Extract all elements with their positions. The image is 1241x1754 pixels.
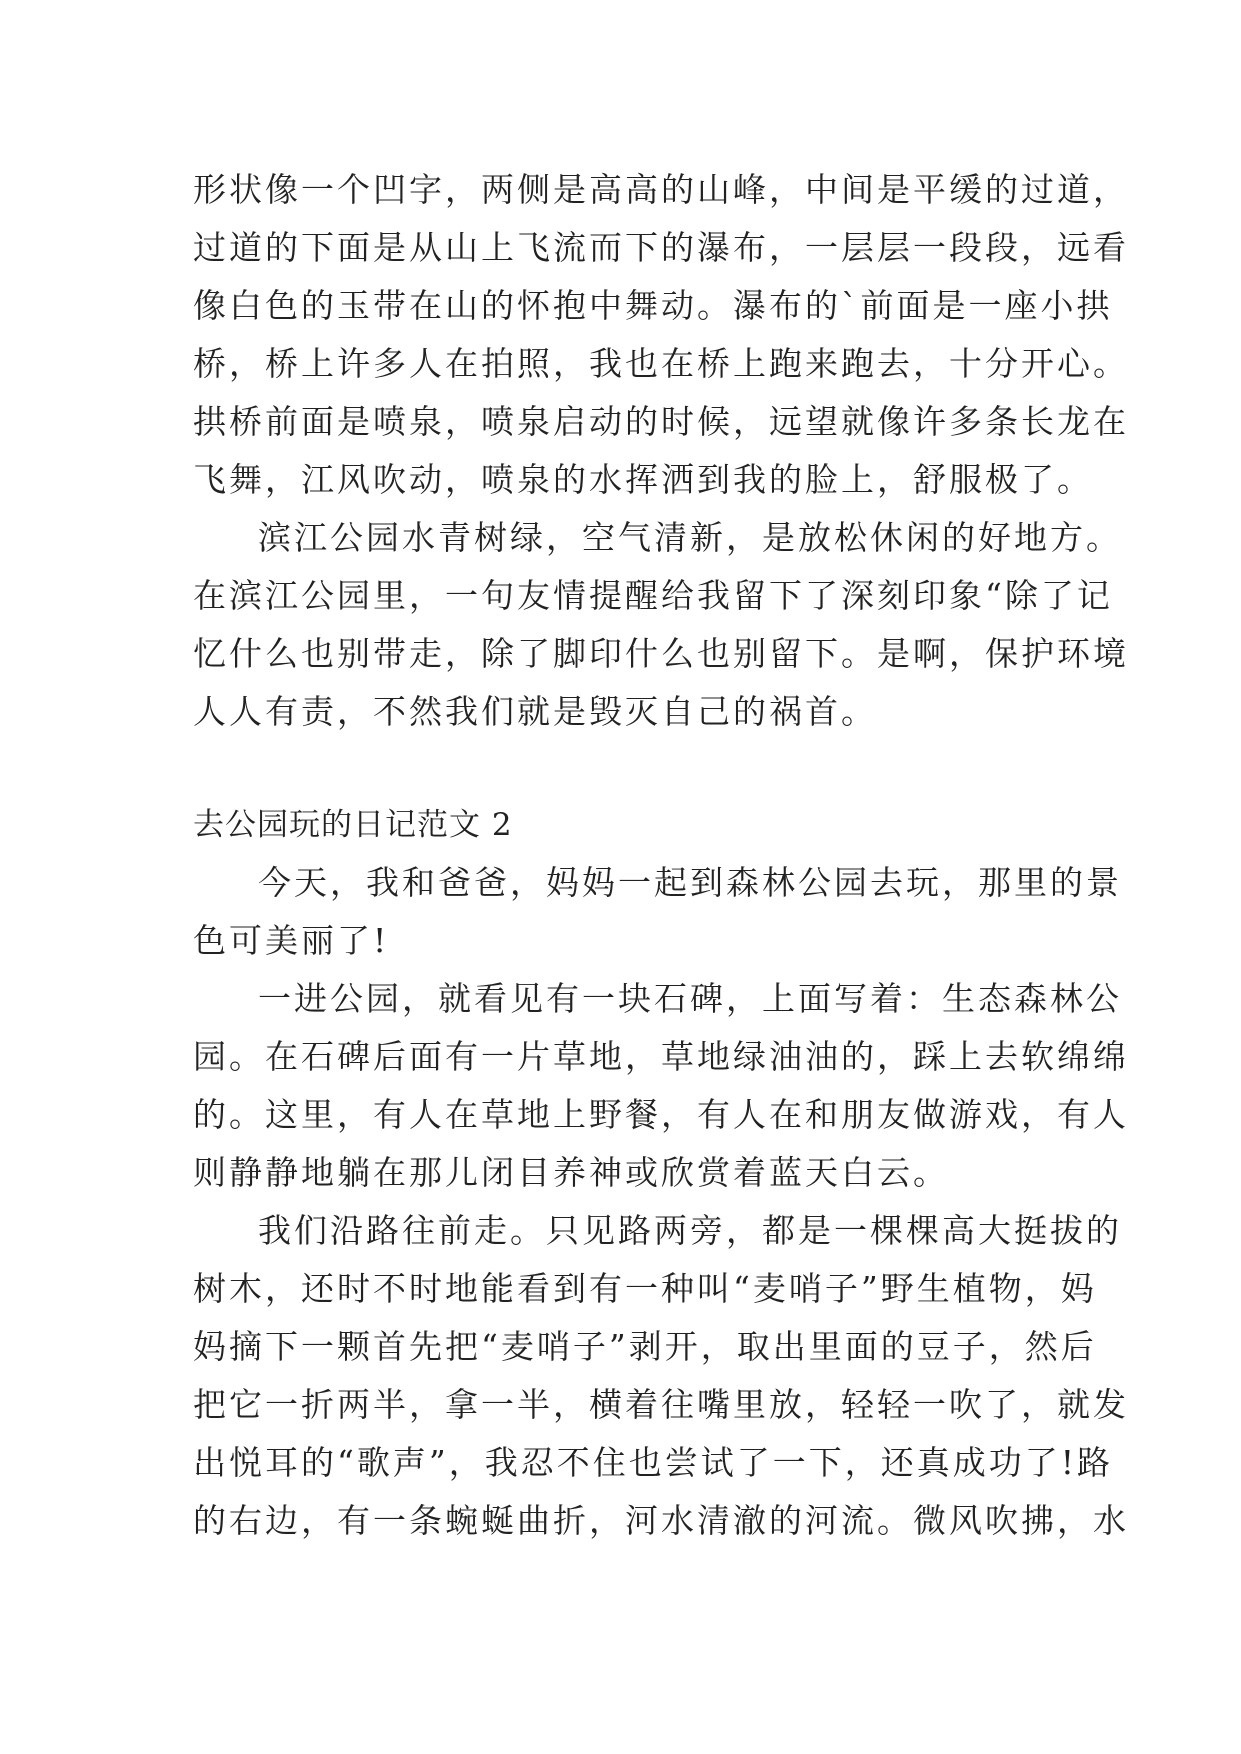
text-line: 在滨江公园里，一句友情提醒给我留下了深刻印象“除了记 bbox=[193, 576, 1113, 615]
text-line: 滨江公园水青树绿，空气清新，是放松休闲的好地方。 bbox=[258, 518, 1122, 557]
text-line: 桥，桥上许多人在拍照，我也在桥上跑来跑去，十分开心。 bbox=[193, 344, 1129, 383]
text-line: 过道的下面是从山上飞流而下的瀑布，一层层一段段，远看 bbox=[193, 228, 1129, 267]
text-line: 妈摘下一颗首先把“麦哨子”剥开，取出里面的豆子，然后 bbox=[193, 1327, 1097, 1366]
text-line: 园。在石碑后面有一片草地，草地绿油油的，踩上去软绵绵 bbox=[193, 1037, 1129, 1076]
text-line: 树木，还时不时地能看到有一种叫“麦哨子”野生植物，妈 bbox=[193, 1269, 1097, 1308]
text-line: 色可美丽了! bbox=[193, 921, 390, 960]
text-line: 像白色的玉带在山的怀抱中舞动。瀑布的`前面是一座小拱 bbox=[193, 286, 1113, 325]
section-heading: 去公园玩的日记范文 2 bbox=[193, 807, 513, 843]
text-line: 出悦耳的“歌声”，我忍不住也尝试了一下，还真成功了!路 bbox=[193, 1443, 1114, 1482]
text-line: 今天，我和爸爸，妈妈一起到森林公园去玩，那里的景 bbox=[258, 863, 1122, 902]
text-line: 忆什么也别带走，除了脚印什么也别留下。是啊，保护环境 bbox=[193, 634, 1129, 673]
text-line: 形状像一个凹字，两侧是高高的山峰，中间是平缓的过道， bbox=[193, 170, 1129, 209]
text-line: 则静静地躺在那儿闭目养神或欣赏着蓝天白云。 bbox=[193, 1153, 949, 1192]
text-line: 的。这里，有人在草地上野餐，有人在和朋友做游戏，有人 bbox=[193, 1095, 1129, 1134]
text-line: 一进公园，就看见有一块石碑，上面写着：生态森林公 bbox=[258, 979, 1122, 1018]
text-line: 把它一折两半，拿一半，横着往嘴里放，轻轻一吹了，就发 bbox=[193, 1385, 1129, 1424]
text-line: 我们沿路往前走。只见路两旁，都是一棵棵高大挺拔的 bbox=[258, 1211, 1122, 1250]
text-line: 人人有责，不然我们就是毁灭自己的祸首。 bbox=[193, 692, 877, 731]
text-line: 的右边，有一条蜿蜒曲折，河水清澈的河流。微风吹拂，水 bbox=[193, 1501, 1129, 1540]
text-line: 拱桥前面是喷泉，喷泉启动的时候，远望就像许多条长龙在 bbox=[193, 402, 1129, 441]
text-line: 飞舞，江风吹动，喷泉的水挥洒到我的脸上，舒服极了。 bbox=[193, 460, 1093, 499]
